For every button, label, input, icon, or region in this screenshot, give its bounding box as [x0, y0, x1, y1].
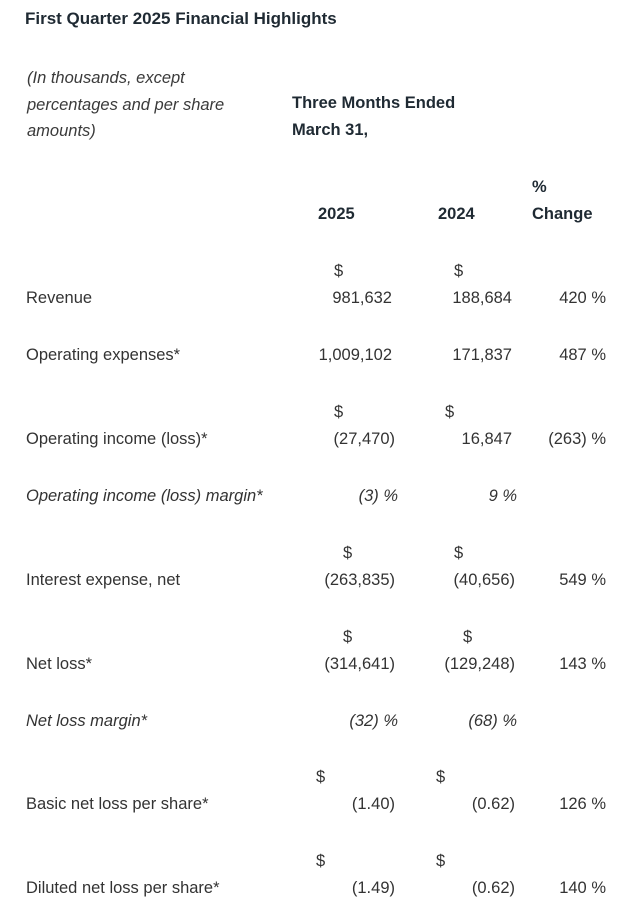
currency-symbol: $	[436, 768, 446, 786]
period-header-line: Three Months Ended	[292, 94, 456, 112]
value-2024: 16,847	[461, 430, 512, 448]
value-pct-change: 140 %	[559, 879, 606, 897]
page-title: First Quarter 2025 Financial Highlights	[25, 9, 337, 28]
value-pct-change: 143 %	[559, 655, 606, 673]
value-pct-change: 549 %	[559, 571, 606, 589]
row-label: Basic net loss per share*	[26, 795, 209, 813]
value-2024: (129,248)	[444, 655, 515, 673]
value-pct-change: 487 %	[559, 346, 606, 364]
value-2025: 1,009,102	[318, 346, 392, 364]
row-label: Interest expense, net	[26, 571, 181, 589]
value-2025: (3) %	[358, 487, 398, 505]
row-label: Net loss*	[26, 655, 93, 673]
value-2024: 9 %	[488, 487, 517, 505]
currency-symbol: $	[445, 403, 455, 421]
value-2024: (0.62)	[471, 795, 515, 813]
column-header-2025: 2025	[318, 205, 355, 223]
currency-symbol: $	[343, 544, 353, 562]
value-pct-change: 420 %	[559, 289, 606, 307]
row-label: Operating income (loss)*	[26, 430, 208, 448]
currency-symbol: $	[454, 262, 464, 280]
value-pct-change: 126 %	[559, 795, 606, 813]
currency-symbol: $	[436, 852, 446, 870]
currency-symbol: $	[454, 544, 464, 562]
value-2025: (27,470)	[333, 430, 395, 448]
value-2025: (32) %	[349, 712, 398, 730]
row-label: Diluted net loss per share*	[26, 879, 220, 897]
value-2024: 171,837	[452, 346, 512, 364]
column-header-pct-symbol: %	[532, 178, 547, 196]
units-note-line: percentages and per share	[27, 95, 225, 114]
value-2025: (1.40)	[351, 795, 395, 813]
currency-symbol: $	[316, 852, 326, 870]
value-2025: (263,835)	[324, 571, 395, 589]
currency-symbol: $	[334, 262, 344, 280]
units-note-line: (In thousands, except	[27, 69, 185, 87]
value-2025: 981,632	[332, 289, 392, 307]
value-pct-change: (263) %	[548, 430, 606, 448]
currency-symbol: $	[343, 628, 353, 646]
row-label: Operating expenses*	[26, 346, 181, 364]
units-note-line: amounts)	[27, 122, 96, 140]
value-2025: (1.49)	[351, 879, 395, 897]
currency-symbol: $	[463, 628, 473, 646]
value-2024: 188,684	[452, 289, 512, 307]
row-label: Revenue	[26, 289, 93, 307]
row-label: Net loss margin*	[26, 712, 148, 730]
currency-symbol: $	[334, 403, 344, 421]
currency-symbol: $	[316, 768, 326, 786]
column-header-2024: 2024	[438, 205, 475, 223]
value-2024: (68) %	[468, 712, 517, 730]
value-2024: (40,656)	[453, 571, 515, 589]
row-label: Operating income (loss) margin*	[26, 487, 263, 505]
units-note	[27, 65, 224, 145]
value-2025: (314,641)	[324, 655, 395, 673]
column-header-change: Change	[532, 205, 593, 223]
period-header-line: March 31,	[292, 120, 369, 139]
period-header	[292, 90, 455, 143]
value-2024: (0.62)	[471, 879, 515, 897]
